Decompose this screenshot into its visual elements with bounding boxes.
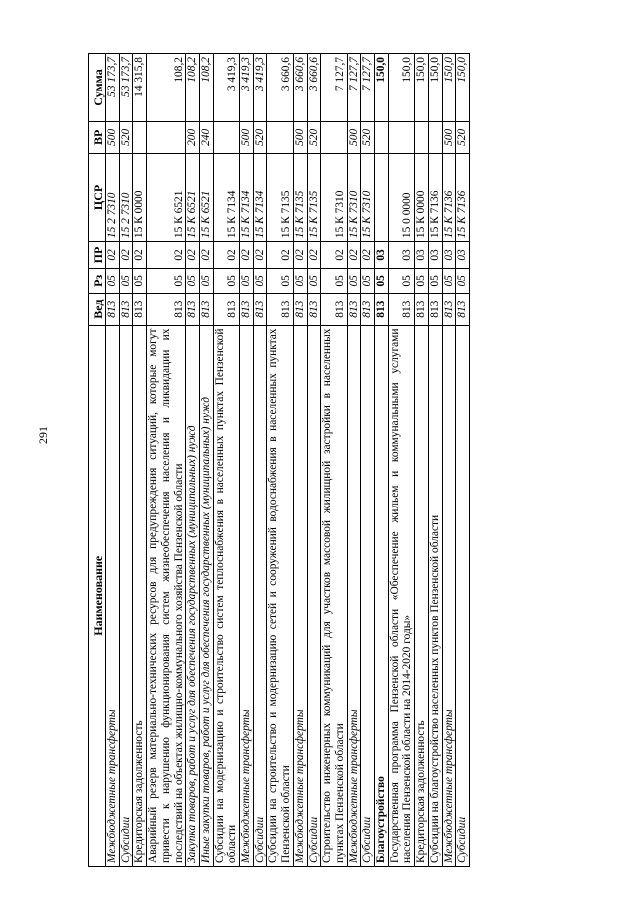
header-sum: Сумма: [89, 54, 106, 122]
cell-rz: 05: [307, 268, 321, 293]
cell-sum: 3 660,6: [267, 54, 293, 122]
cell-name: Строительство инженерных коммуникаций для участков массовой жилищной застройки в населенных пунктах Пензенской области: [321, 325, 347, 866]
table-row: [456, 54, 470, 867]
cell-csr: 15 0 0000: [388, 153, 414, 241]
cell-sum: 108,2: [147, 54, 186, 122]
cell-rz: 05: [253, 268, 267, 293]
table-row: [267, 54, 293, 867]
cell-ved: 813: [213, 293, 239, 325]
cell-sum: 3 419,3: [213, 54, 239, 122]
cell-ved: 813: [147, 293, 186, 325]
cell-vr: [375, 121, 389, 153]
table-row: [253, 54, 267, 867]
cell-pr: 02: [321, 242, 347, 269]
cell-rz: 05: [347, 268, 361, 293]
table-row: [361, 54, 375, 867]
cell-name: Субсидии: [361, 325, 375, 866]
cell-rz: 05: [388, 268, 414, 293]
cell-ved: 813: [119, 293, 133, 325]
cell-name: Благоустройство: [375, 325, 389, 866]
cell-name: Субсидии: [307, 325, 321, 866]
cell-csr: 15 К 7134: [213, 153, 239, 241]
cell-csr: 15 К 7134: [253, 153, 267, 241]
header-vr: ВР: [89, 121, 106, 153]
cell-vr: [267, 121, 293, 153]
cell-sum: 3 419,3: [240, 54, 254, 122]
table-row: [213, 54, 239, 867]
cell-csr: 15 К 0000: [133, 153, 147, 241]
cell-vr: [213, 121, 239, 153]
cell-pr: 02: [106, 242, 120, 269]
cell-pr: 03: [456, 242, 470, 269]
cell-sum: 150,0: [442, 54, 456, 122]
table-row: [106, 54, 120, 867]
cell-ved: 813: [375, 293, 389, 325]
cell-rz: 05: [213, 268, 239, 293]
cell-sum: 3 660,6: [307, 54, 321, 122]
cell-sum: 150,0: [375, 54, 389, 122]
cell-ved: 813: [347, 293, 361, 325]
cell-csr: 15 2 7310: [106, 153, 120, 241]
cell-vr: 520: [119, 121, 133, 153]
cell-name: Иные закупки товаров, работ и услуг для обеспечения государственных (муниципальных) нужд: [199, 325, 213, 866]
cell-name: Субсидии на строительство и модернизацию сетей и сооружений водоснабжения в населенных пунктах Пензенской области: [267, 325, 293, 866]
cell-name: Закупка товаров, работ и услуг для обеспечения государственных (муниципальных) нужд: [186, 325, 200, 866]
cell-rz: 05: [147, 268, 186, 293]
cell-name: Субсидии на благоустройство населенных пунктов Пензенской области: [428, 325, 442, 866]
cell-csr: 15 К 7136: [456, 153, 470, 241]
cell-ved: 813: [361, 293, 375, 325]
table-row: [375, 54, 389, 867]
cell-pr: 02: [293, 242, 307, 269]
cell-rz: 05: [456, 268, 470, 293]
cell-pr: 02: [253, 242, 267, 269]
cell-name: Субсидии: [253, 325, 267, 866]
cell-ved: 813: [106, 293, 120, 325]
cell-sum: 150,0: [388, 54, 414, 122]
table-row: [428, 54, 442, 867]
table-body: [106, 54, 470, 867]
cell-sum: 7 127,7: [361, 54, 375, 122]
cell-ved: 813: [240, 293, 254, 325]
cell-csr: 15 К 6521: [147, 153, 186, 241]
cell-ved: 813: [415, 293, 429, 325]
cell-pr: 02: [119, 242, 133, 269]
cell-csr: [375, 153, 389, 241]
cell-ved: 813: [253, 293, 267, 325]
cell-vr: 240: [199, 121, 213, 153]
cell-ved: 813: [199, 293, 213, 325]
cell-ved: 813: [428, 293, 442, 325]
cell-sum: 150,0: [428, 54, 442, 122]
cell-csr: 15 К 7135: [307, 153, 321, 241]
cell-name: Межбюджетные трансферты: [293, 325, 307, 866]
cell-csr: 15 К 7136: [442, 153, 456, 241]
cell-vr: 520: [456, 121, 470, 153]
cell-sum: 53 173,7: [106, 54, 120, 122]
cell-rz: 05: [240, 268, 254, 293]
cell-rz: 05: [361, 268, 375, 293]
header-name: Наименование: [89, 325, 106, 866]
table-row: [347, 54, 361, 867]
cell-ved: 813: [293, 293, 307, 325]
table-row: [307, 54, 321, 867]
cell-csr: 15 К 7134: [240, 153, 254, 241]
cell-rz: 05: [321, 268, 347, 293]
cell-sum: 3 419,3: [253, 54, 267, 122]
cell-pr: 02: [240, 242, 254, 269]
cell-sum: 3 660,6: [293, 54, 307, 122]
budget-table: [88, 53, 470, 867]
cell-name: Межбюджетные трансферты: [106, 325, 120, 866]
header-csr: ЦСР: [89, 153, 106, 241]
table-row: [240, 54, 254, 867]
cell-csr: 15 К 7135: [267, 153, 293, 241]
cell-rz: 05: [267, 268, 293, 293]
cell-sum: 150,0: [456, 54, 470, 122]
table-row: [442, 54, 456, 867]
cell-ved: 813: [321, 293, 347, 325]
table-row: [147, 54, 186, 867]
cell-sum: 7 127,7: [347, 54, 361, 122]
header-ved: Вед: [89, 293, 106, 325]
cell-ved: 813: [133, 293, 147, 325]
cell-csr: 15 К 7136: [428, 153, 442, 241]
cell-csr: 15 К 7310: [321, 153, 347, 241]
header-pr: ПР: [89, 242, 106, 269]
cell-sum: 108,2: [199, 54, 213, 122]
cell-rz: 05: [442, 268, 456, 293]
cell-name: Субсидии на модернизацию и строительство систем теплоснабжения в населенных пунктах Пензенской области: [213, 325, 239, 866]
cell-csr: 15 К 0000: [415, 153, 429, 241]
cell-rz: 05: [428, 268, 442, 293]
cell-rz: 05: [293, 268, 307, 293]
table-row: [321, 54, 347, 867]
table-row: [119, 54, 133, 867]
cell-pr: 02: [307, 242, 321, 269]
cell-csr: 15 К 6521: [186, 153, 200, 241]
cell-pr: 02: [186, 242, 200, 269]
cell-name: Субсидии: [456, 325, 470, 866]
budget-table-container: [88, 53, 567, 867]
cell-name: Межбюджетные трансферты: [347, 325, 361, 866]
cell-csr: 15 К 7310: [361, 153, 375, 241]
cell-vr: 200: [186, 121, 200, 153]
cell-name: Аварийный резерв материально-технических ресурсов для предупреждения ситуаций, которые могут привести к нарушению функционирования систем жизнеобеспечения населения и ликвидации их последствий на объектах жилищно-коммунального хозяйства Пензенской области: [147, 325, 186, 866]
cell-vr: 520: [253, 121, 267, 153]
page-number: 291: [36, 426, 50, 444]
cell-sum: 150,0: [415, 54, 429, 122]
cell-csr: 15 К 7135: [293, 153, 307, 241]
cell-name: Межбюджетные трансферты: [240, 325, 254, 866]
table-row: [186, 54, 200, 867]
cell-vr: 500: [442, 121, 456, 153]
cell-vr: 500: [240, 121, 254, 153]
table-row: [388, 54, 414, 867]
cell-ved: 813: [307, 293, 321, 325]
cell-rz: 05: [186, 268, 200, 293]
cell-pr: 03: [415, 242, 429, 269]
cell-vr: [388, 121, 414, 153]
table-row: [133, 54, 147, 867]
cell-name: Межбюджетные трансферты: [442, 325, 456, 866]
cell-name: Государственная программа Пензенской области «Обеспечение жильем и коммунальными услугами населения Пензенской области на 2014-2020 годы»: [388, 325, 414, 866]
header-rz: Рз: [89, 268, 106, 293]
cell-vr: 520: [361, 121, 375, 153]
cell-name: Субсидии: [119, 325, 133, 866]
cell-vr: [147, 121, 186, 153]
table-row: [415, 54, 429, 867]
cell-pr: 03: [388, 242, 414, 269]
cell-sum: 14 315,8: [133, 54, 147, 122]
cell-name: Кредиторская задолженность: [415, 325, 429, 866]
cell-vr: [321, 121, 347, 153]
table-header: [89, 54, 106, 867]
cell-pr: 03: [442, 242, 456, 269]
cell-ved: 813: [442, 293, 456, 325]
cell-vr: 500: [347, 121, 361, 153]
cell-pr: 02: [213, 242, 239, 269]
cell-vr: 500: [293, 121, 307, 153]
cell-csr: 15 К 6521: [199, 153, 213, 241]
header-row: [89, 54, 106, 867]
cell-ved: 813: [267, 293, 293, 325]
cell-name: Кредиторская задолженность: [133, 325, 147, 866]
cell-ved: 813: [186, 293, 200, 325]
cell-pr: 02: [199, 242, 213, 269]
cell-pr: 02: [267, 242, 293, 269]
cell-rz: 05: [133, 268, 147, 293]
cell-csr: 15 К 7310: [347, 153, 361, 241]
cell-sum: 7 127,7: [321, 54, 347, 122]
cell-vr: 500: [106, 121, 120, 153]
cell-vr: [415, 121, 429, 153]
cell-rz: 05: [106, 268, 120, 293]
cell-vr: [133, 121, 147, 153]
cell-sum: 108,2: [186, 54, 200, 122]
cell-pr: 02: [361, 242, 375, 269]
cell-csr: 15 2 7310: [119, 153, 133, 241]
cell-rz: 05: [375, 268, 389, 293]
cell-ved: 813: [388, 293, 414, 325]
cell-pr: 02: [147, 242, 186, 269]
cell-vr: 520: [307, 121, 321, 153]
cell-pr: 02: [133, 242, 147, 269]
cell-rz: 05: [199, 268, 213, 293]
cell-sum: 53 173,7: [119, 54, 133, 122]
cell-rz: 05: [415, 268, 429, 293]
cell-pr: 03: [375, 242, 389, 269]
table-row: [199, 54, 213, 867]
cell-ved: 813: [456, 293, 470, 325]
cell-vr: [428, 121, 442, 153]
cell-pr: 03: [428, 242, 442, 269]
cell-rz: 05: [119, 268, 133, 293]
cell-pr: 02: [347, 242, 361, 269]
table-row: [293, 54, 307, 867]
